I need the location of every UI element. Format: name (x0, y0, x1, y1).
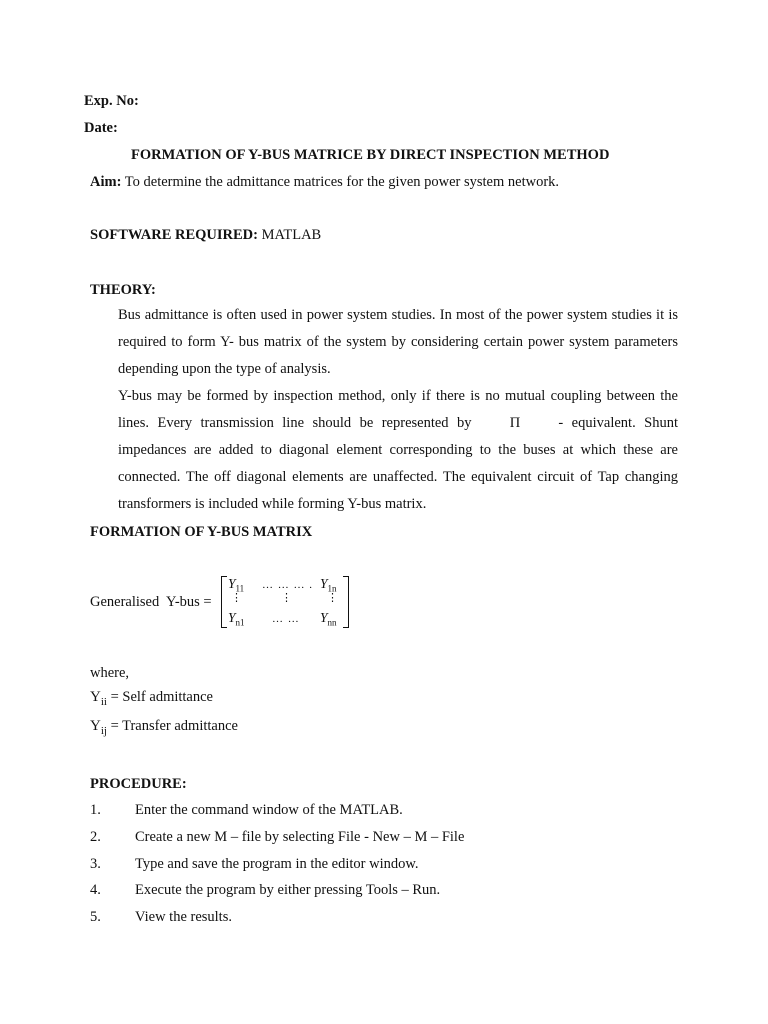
matrix-y1n: $Y_{1n}$ (320, 576, 337, 594)
procedure-step-number: 3. (90, 856, 101, 872)
software-text: MATLAB (261, 227, 322, 243)
aim-line (90, 174, 559, 191)
matrix-vdots-2: ⋮ (281, 592, 292, 604)
theory-p2-before: Y-bus may be formed by inspection method, only if there is no mutual coupling between the lines. Every transmission line should be represented by (118, 388, 678, 431)
pi-symbol: Π (509, 415, 521, 431)
matrix-row1-dots: … … … . (262, 579, 313, 591)
exp-no-label: Exp. No: (84, 93, 139, 109)
matrix-row3-dots: … … (272, 613, 300, 625)
procedure-step-number: 2. (90, 829, 101, 845)
procedure-step-text: Type and save the program in the editor window. (135, 856, 419, 872)
software-label: SOFTWARE REQUIRED: (90, 227, 258, 243)
matrix-vdots-3: ⋮ (327, 592, 338, 604)
generalised-label: Generalised Y-bus = (90, 594, 212, 610)
matrix-y11: $Y_{11}$ (228, 576, 245, 594)
theory-paragraph-2 (90, 383, 678, 518)
matrix-left-bracket (221, 576, 227, 628)
matrix-yn1: $Y_{n1}$ (228, 610, 245, 628)
theory-paragraph-1 (90, 302, 678, 383)
matrix-ynn: $Y_{nn}$ (320, 610, 337, 628)
ybus-matrix (221, 576, 349, 628)
theory-p2-after: - equivalent. Shunt impedances are added to diagonal element corresponding to the buses at which these are connected. The off diagonal elements are unaffected. The equivalent circuit of Tap changing transformers is included while forming Y-bus matrix. (118, 415, 678, 512)
procedure-step-text: Create a new M – file by selecting File - New – M – File (135, 829, 465, 845)
procedure-step-number: 5. (90, 909, 101, 925)
procedure-heading: PROCEDURE: (90, 776, 187, 792)
theory-p1-text: Bus admittance is often used in power system studies. In most of the power system studies it is required to form Y- bus matrix of the system by considering certain power system parameters depending upon the type of analysis. (118, 307, 678, 377)
procedure-step-text: View the results. (135, 909, 232, 925)
procedure-step-number: 1. (90, 802, 101, 818)
where-label: where, (90, 665, 130, 681)
matrix-vdots-1: ⋮ (231, 592, 242, 604)
matrix-right-bracket (343, 576, 349, 628)
yii-definition: $Y_{ii}$ = Self admittance (90, 689, 213, 708)
procedure-step-text: Execute the program by either pressing Tools – Run. (135, 882, 441, 898)
aim-label: Aim: (90, 174, 122, 190)
formation-heading: FORMATION OF Y-BUS MATRIX (90, 524, 313, 540)
document-title: FORMATION OF Y-BUS MATRICE BY DIRECT INSPECTION METHOD (131, 147, 610, 163)
procedure-step-number: 4. (90, 882, 101, 898)
aim-text: To determine the admittance matrices for the given power system network. (124, 174, 560, 190)
date-label: Date: (84, 120, 118, 136)
yij-definition: $Y_{ij}$ = Transfer admittance (90, 718, 238, 737)
theory-heading: THEORY: (90, 282, 156, 298)
software-line (90, 227, 321, 244)
procedure-step-text: Enter the command window of the MATLAB. (135, 802, 403, 818)
